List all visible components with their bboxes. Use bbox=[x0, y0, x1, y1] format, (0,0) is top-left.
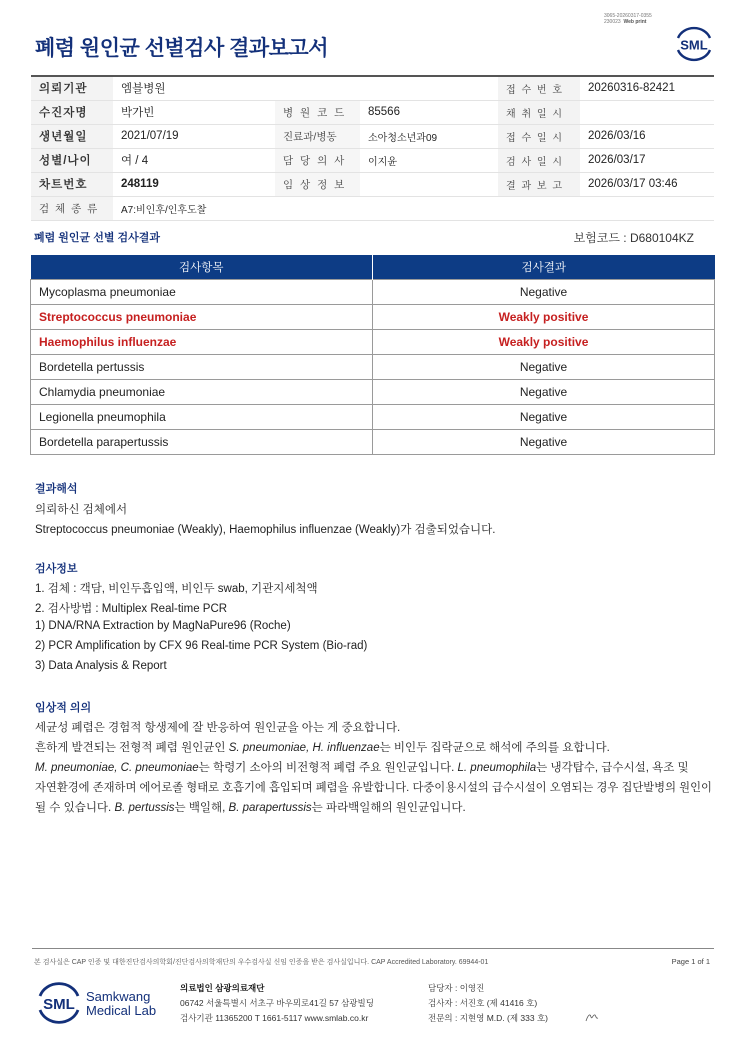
sml-footer-logo-icon bbox=[36, 982, 82, 1024]
organization-info bbox=[180, 981, 374, 1026]
label-requesting-institution: 의뢰기관 bbox=[31, 76, 113, 100]
print-code-line1: 3065-20260317-0355 bbox=[604, 13, 652, 19]
test-item: Haemophilus influenzae bbox=[31, 329, 373, 354]
table-row bbox=[31, 279, 715, 304]
page-title: 폐렴 원인균 선별검사 결과보고서 bbox=[35, 37, 329, 60]
label-hospital-code: 병 원 코 드 bbox=[275, 100, 360, 124]
test-info-line: 1) DNA/RNA Extraction by MagNaPure96 (Roche) bbox=[35, 620, 291, 632]
brand-line1: Samkwang bbox=[86, 989, 151, 1004]
footer-brand bbox=[86, 990, 156, 1018]
results-table bbox=[30, 255, 715, 455]
footer-divider bbox=[32, 948, 714, 949]
test-result: Negative bbox=[373, 279, 715, 304]
clinical-line: M. pneumoniae, C. pneumoniae는 학령기 소아의 비전형적 폐렴 주요 원인균입니다. L. pneumophila는 냉각탑수, 급수시설, 욕조 및 bbox=[35, 762, 689, 774]
hospital-code: 85566 bbox=[360, 100, 498, 124]
column-header-result: 검사결과 bbox=[373, 255, 715, 279]
sex-age: 여 / 4 bbox=[113, 148, 275, 172]
test-info-line: 2) PCR Amplification by CFX 96 Real-time PCR System (Bio-rad) bbox=[35, 640, 368, 652]
brand-line2: Medical Lab bbox=[86, 1003, 157, 1018]
label-receipt-date: 접 수 일 시 bbox=[498, 124, 580, 148]
info-row bbox=[31, 100, 714, 124]
print-label: Web print bbox=[623, 19, 647, 25]
svg-text:SML: SML bbox=[43, 996, 75, 1013]
test-result: Weakly positive bbox=[373, 304, 715, 329]
test-info-line: 1. 검체 : 객담, 비인두흡입액, 비인두 swab, 기관지세척액 bbox=[35, 583, 318, 595]
sml-logo-icon bbox=[674, 26, 714, 62]
staff-tester: 검사자 : 서진호 (제 41416 호) bbox=[428, 998, 538, 1008]
clinical-title: 임상적 의의 bbox=[35, 702, 92, 714]
collection-date bbox=[580, 100, 714, 124]
organization-contact: 검사기관 11365200 T 1661-5117 www.smlab.co.kr bbox=[180, 1013, 369, 1023]
receipt-number: 20260316-82421 bbox=[580, 76, 714, 100]
insurance-code: 보험코드 : D680104KZ bbox=[573, 231, 694, 245]
results-header-row bbox=[31, 255, 715, 279]
clinical-line: 세균성 폐렴은 경험적 항생제에 잘 반응하여 원인균을 아는 게 중요합니다. bbox=[35, 722, 401, 734]
info-row bbox=[31, 148, 714, 172]
interpretation-line: Streptococcus pneumoniae (Weakly), Haemophilus influenzae (Weakly)가 검출되었습니다. bbox=[35, 524, 496, 536]
staff-info bbox=[428, 981, 548, 1026]
test-item: Legionella pneumophila bbox=[31, 404, 373, 429]
test-item: Chlamydia pneumoniae bbox=[31, 379, 373, 404]
interpretation-line: 의뢰하신 검체에서 bbox=[35, 504, 128, 516]
table-row bbox=[31, 379, 715, 404]
page-number: Page 1 of 1 bbox=[671, 957, 710, 966]
test-date: 2026/03/17 bbox=[580, 148, 714, 172]
info-row bbox=[31, 76, 714, 100]
test-result: Weakly positive bbox=[373, 329, 715, 354]
label-physician: 담 당 의 사 bbox=[275, 148, 360, 172]
label-receipt-number: 접 수 번 호 bbox=[498, 76, 580, 100]
label-sex-age: 성별/나이 bbox=[31, 148, 113, 172]
clinical-line: 흔하게 발견되는 전형적 폐렴 원인균인 S. pneumoniae, H. influenzae는 비인두 집락균으로 해석에 주의를 요합니다. bbox=[35, 742, 610, 754]
print-code-line2: 230023 bbox=[604, 19, 621, 25]
label-report-date: 결 과 보 고 bbox=[498, 172, 580, 196]
test-result: Negative bbox=[373, 404, 715, 429]
test-result: Negative bbox=[373, 379, 715, 404]
staff-in-charge: 담당자 : 이영진 bbox=[428, 983, 485, 993]
receipt-date: 2026/03/16 bbox=[580, 124, 714, 148]
table-row bbox=[31, 404, 715, 429]
label-department: 진료과/병동 bbox=[275, 124, 360, 148]
specimen-type: A7:비인후/인후도찰 bbox=[113, 196, 714, 220]
test-item: Bordetella parapertussis bbox=[31, 429, 373, 454]
clinical-line: 자연환경에 존재하며 에어로졸 형태로 호흡기에 흡입되며 폐렴을 유발합니다. 다중이용시설의 급수시설이 오염되는 경우 집단발병의 원인이 bbox=[35, 782, 712, 794]
test-item: Streptococcus pneumoniae bbox=[31, 304, 373, 329]
info-row bbox=[31, 172, 714, 196]
table-row bbox=[31, 429, 715, 454]
label-chart-number: 차트번호 bbox=[31, 172, 113, 196]
label-specimen-type: 검 체 종 류 bbox=[31, 196, 113, 220]
staff-specialist: 전문의 : 지현영 M.D. (제 333 호) bbox=[428, 1013, 549, 1023]
organization-name: 의료법인 삼광의료재단 bbox=[180, 983, 265, 993]
label-test-date: 검 사 일 시 bbox=[498, 148, 580, 172]
label-clinical-info: 임 상 정 보 bbox=[275, 172, 360, 196]
info-row bbox=[31, 196, 714, 220]
table-row bbox=[31, 354, 715, 379]
report-date: 2026/03/17 03:46 bbox=[580, 172, 714, 196]
clinical-info bbox=[360, 172, 498, 196]
accreditation-note: 본 검사실은 CAP 인증 및 대한진단검사의학회/진단검사의학재단의 우수검사실 신임 인증을 받은 검사실입니다. CAP Accredited Laboratory. 69944-01 bbox=[34, 959, 489, 966]
table-row bbox=[31, 304, 715, 329]
test-info-line: 2. 검사방법 : Multiplex Real-time PCR bbox=[35, 603, 228, 615]
patient-info-table bbox=[31, 75, 714, 221]
interpretation-title: 결과해석 bbox=[35, 483, 78, 495]
department: 소아청소년과09 bbox=[360, 124, 498, 148]
patient-name: 박가빈 bbox=[113, 100, 275, 124]
info-row bbox=[31, 124, 714, 148]
test-info-line: 3) Data Analysis & Report bbox=[35, 660, 167, 672]
results-section-title: 폐렴 원인균 선별 검사결과 bbox=[34, 232, 161, 244]
test-item: Mycoplasma pneumoniae bbox=[31, 279, 373, 304]
label-collection-date: 채 취 일 시 bbox=[498, 100, 580, 124]
test-result: Negative bbox=[373, 429, 715, 454]
signature-mark bbox=[584, 1011, 600, 1023]
physician: 이지윤 bbox=[360, 148, 498, 172]
test-item: Bordetella pertussis bbox=[31, 354, 373, 379]
test-info-title: 검사정보 bbox=[35, 563, 78, 575]
svg-text:SML: SML bbox=[680, 37, 708, 53]
print-code bbox=[604, 13, 652, 25]
requesting-institution: 엠블병원 bbox=[113, 76, 498, 100]
label-birth-date: 생년월일 bbox=[31, 124, 113, 148]
test-result: Negative bbox=[373, 354, 715, 379]
organization-address: 06742 서울특별시 서초구 바우뫼로41길 57 삼광빌딩 bbox=[180, 998, 374, 1008]
table-row bbox=[31, 329, 715, 354]
birth-date: 2021/07/19 bbox=[113, 124, 275, 148]
label-patient-name: 수진자명 bbox=[31, 100, 113, 124]
column-header-item: 검사항목 bbox=[31, 255, 373, 279]
chart-number: 248119 bbox=[113, 172, 275, 196]
clinical-line: 될 수 있습니다. B. pertussis는 백일해, B. parapertussis는 파라백일해의 원인균입니다. bbox=[35, 802, 466, 814]
